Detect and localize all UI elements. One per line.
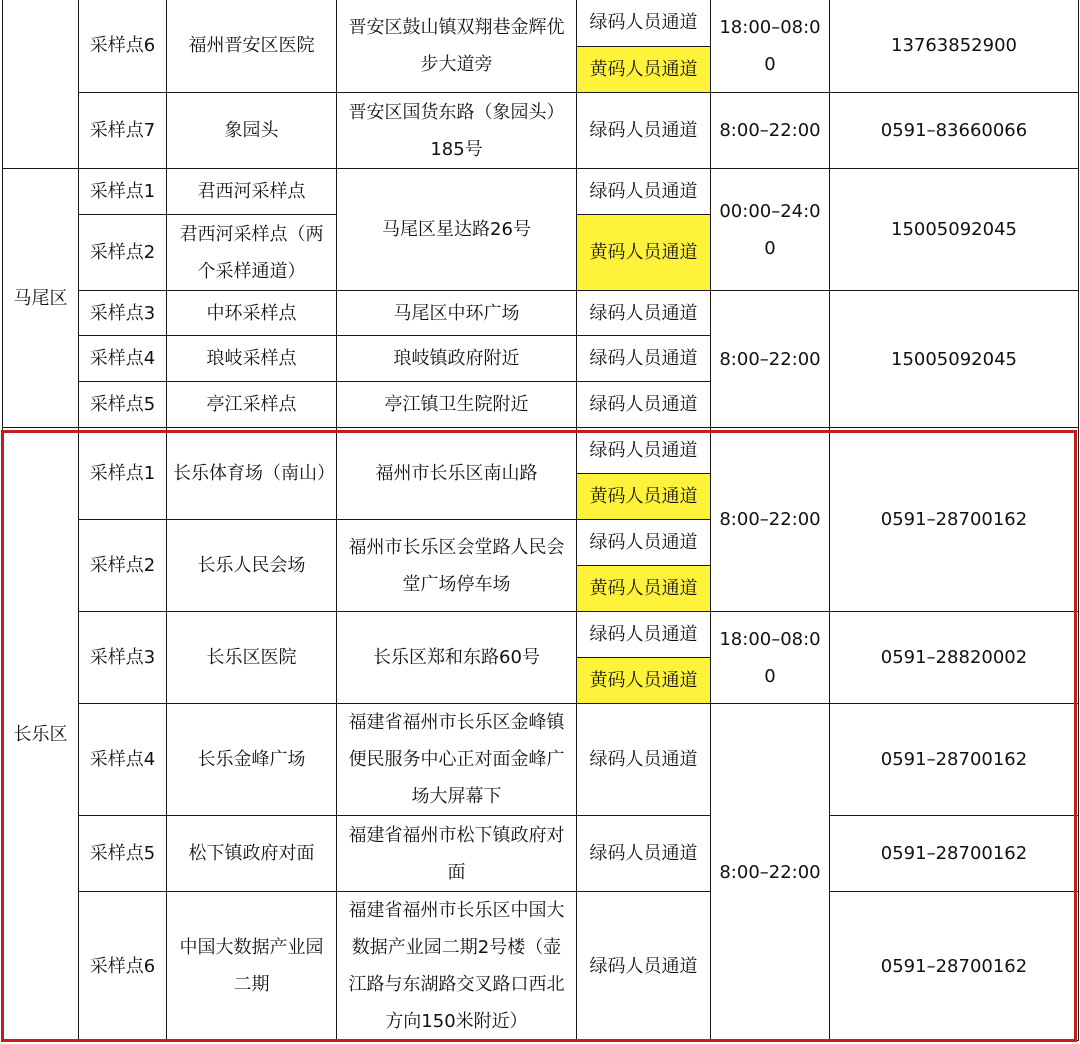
service-hours: 8:00–22:00 bbox=[711, 704, 830, 1041]
yellow-channel: 黄码人员通道 bbox=[577, 566, 711, 612]
table-row bbox=[3, 704, 1079, 816]
contact-phone: 0591–28700162 bbox=[830, 892, 1079, 1041]
site-id: 采样点5 bbox=[79, 816, 167, 892]
table-row bbox=[3, 93, 1079, 169]
site-address: 马尾区中环广场 bbox=[337, 291, 577, 336]
district-cell-changle: 长乐区 bbox=[3, 428, 79, 1041]
site-name: 亭江采样点 bbox=[167, 382, 337, 428]
green-channel: 绿码人员通道 bbox=[577, 520, 711, 566]
service-hours: 00:00–24:00 bbox=[711, 169, 830, 291]
table-row bbox=[3, 0, 1079, 47]
green-channel: 绿码人员通道 bbox=[577, 816, 711, 892]
green-channel: 绿码人员通道 bbox=[577, 704, 711, 816]
site-name: 长乐区医院 bbox=[167, 612, 337, 704]
table-row bbox=[3, 612, 1079, 658]
service-hours: 18:00–08:00 bbox=[711, 0, 830, 93]
service-hours: 8:00–22:00 bbox=[711, 428, 830, 612]
site-address: 亭江镇卫生院附近 bbox=[337, 382, 577, 428]
site-id: 采样点3 bbox=[79, 612, 167, 704]
site-address: 晋安区鼓山镇双翔巷金辉优步大道旁 bbox=[337, 0, 577, 93]
site-id: 采样点3 bbox=[79, 291, 167, 336]
site-id: 采样点6 bbox=[79, 0, 167, 93]
site-address: 马尾区星达路26号 bbox=[337, 169, 577, 291]
site-name: 长乐体育场（南山） bbox=[167, 428, 337, 520]
site-name: 象园头 bbox=[167, 93, 337, 169]
site-id: 采样点4 bbox=[79, 704, 167, 816]
service-hours: 8:00–22:00 bbox=[711, 291, 830, 428]
service-hours: 18:00–08:00 bbox=[711, 612, 830, 704]
green-channel: 绿码人员通道 bbox=[577, 93, 711, 169]
site-id: 采样点2 bbox=[79, 520, 167, 612]
green-channel: 绿码人员通道 bbox=[577, 336, 711, 382]
site-address: 晋安区国货东路（象园头）185号 bbox=[337, 93, 577, 169]
yellow-channel: 黄码人员通道 bbox=[577, 474, 711, 520]
district-cell-jinan bbox=[3, 0, 79, 169]
site-address: 长乐区郑和东路60号 bbox=[337, 612, 577, 704]
green-channel: 绿码人员通道 bbox=[577, 428, 711, 474]
green-channel: 绿码人员通道 bbox=[577, 291, 711, 336]
green-channel: 绿码人员通道 bbox=[577, 169, 711, 215]
site-address: 福建省福州市松下镇政府对面 bbox=[337, 816, 577, 892]
site-id: 采样点5 bbox=[79, 382, 167, 428]
district-cell-mawei: 马尾区 bbox=[3, 169, 79, 428]
site-address: 福州市长乐区南山路 bbox=[337, 428, 577, 520]
contact-phone: 15005092045 bbox=[830, 169, 1079, 291]
site-name: 长乐人民会场 bbox=[167, 520, 337, 612]
contact-phone: 0591–83660066 bbox=[830, 93, 1079, 169]
site-name: 君西河采样点 bbox=[167, 169, 337, 215]
green-channel: 绿码人员通道 bbox=[577, 382, 711, 428]
site-name: 福州晋安区医院 bbox=[167, 0, 337, 93]
service-hours: 8:00–22:00 bbox=[711, 93, 830, 169]
yellow-channel: 黄码人员通道 bbox=[577, 658, 711, 704]
green-channel: 绿码人员通道 bbox=[577, 0, 711, 47]
site-id: 采样点6 bbox=[79, 892, 167, 1041]
site-name: 中环采样点 bbox=[167, 291, 337, 336]
site-name: 松下镇政府对面 bbox=[167, 816, 337, 892]
site-address: 福州市长乐区会堂路人民会堂广场停车场 bbox=[337, 520, 577, 612]
contact-phone: 0591–28820002 bbox=[830, 612, 1079, 704]
site-id: 采样点1 bbox=[79, 428, 167, 520]
table-row bbox=[3, 291, 1079, 336]
site-name: 长乐金峰广场 bbox=[167, 704, 337, 816]
site-id: 采样点1 bbox=[79, 169, 167, 215]
site-name: 君西河采样点（两个采样通道） bbox=[167, 215, 337, 291]
contact-phone: 0591–28700162 bbox=[830, 704, 1079, 816]
green-channel: 绿码人员通道 bbox=[577, 892, 711, 1041]
yellow-channel: 黄码人员通道 bbox=[577, 215, 711, 291]
sampling-sites-table bbox=[2, 0, 1079, 1041]
site-name: 琅岐采样点 bbox=[167, 336, 337, 382]
table-row bbox=[3, 816, 1079, 892]
site-address: 福建省福州市长乐区金峰镇便民服务中心正对面金峰广场大屏幕下 bbox=[337, 704, 577, 816]
yellow-channel: 黄码人员通道 bbox=[577, 47, 711, 93]
site-id: 采样点2 bbox=[79, 215, 167, 291]
contact-phone: 13763852900 bbox=[830, 0, 1079, 93]
site-name: 中国大数据产业园二期 bbox=[167, 892, 337, 1041]
contact-phone: 0591–28700162 bbox=[830, 428, 1079, 612]
table-row bbox=[3, 169, 1079, 215]
site-id: 采样点4 bbox=[79, 336, 167, 382]
site-address: 琅岐镇政府附近 bbox=[337, 336, 577, 382]
contact-phone: 0591–28700162 bbox=[830, 816, 1079, 892]
contact-phone: 15005092045 bbox=[830, 291, 1079, 428]
table-row bbox=[3, 428, 1079, 474]
site-id: 采样点7 bbox=[79, 93, 167, 169]
table-row bbox=[3, 892, 1079, 1041]
green-channel: 绿码人员通道 bbox=[577, 612, 711, 658]
site-address: 福建省福州市长乐区中国大数据产业园二期2号楼（壶江路与东湖路交叉路口西北方向150米附近） bbox=[337, 892, 577, 1041]
